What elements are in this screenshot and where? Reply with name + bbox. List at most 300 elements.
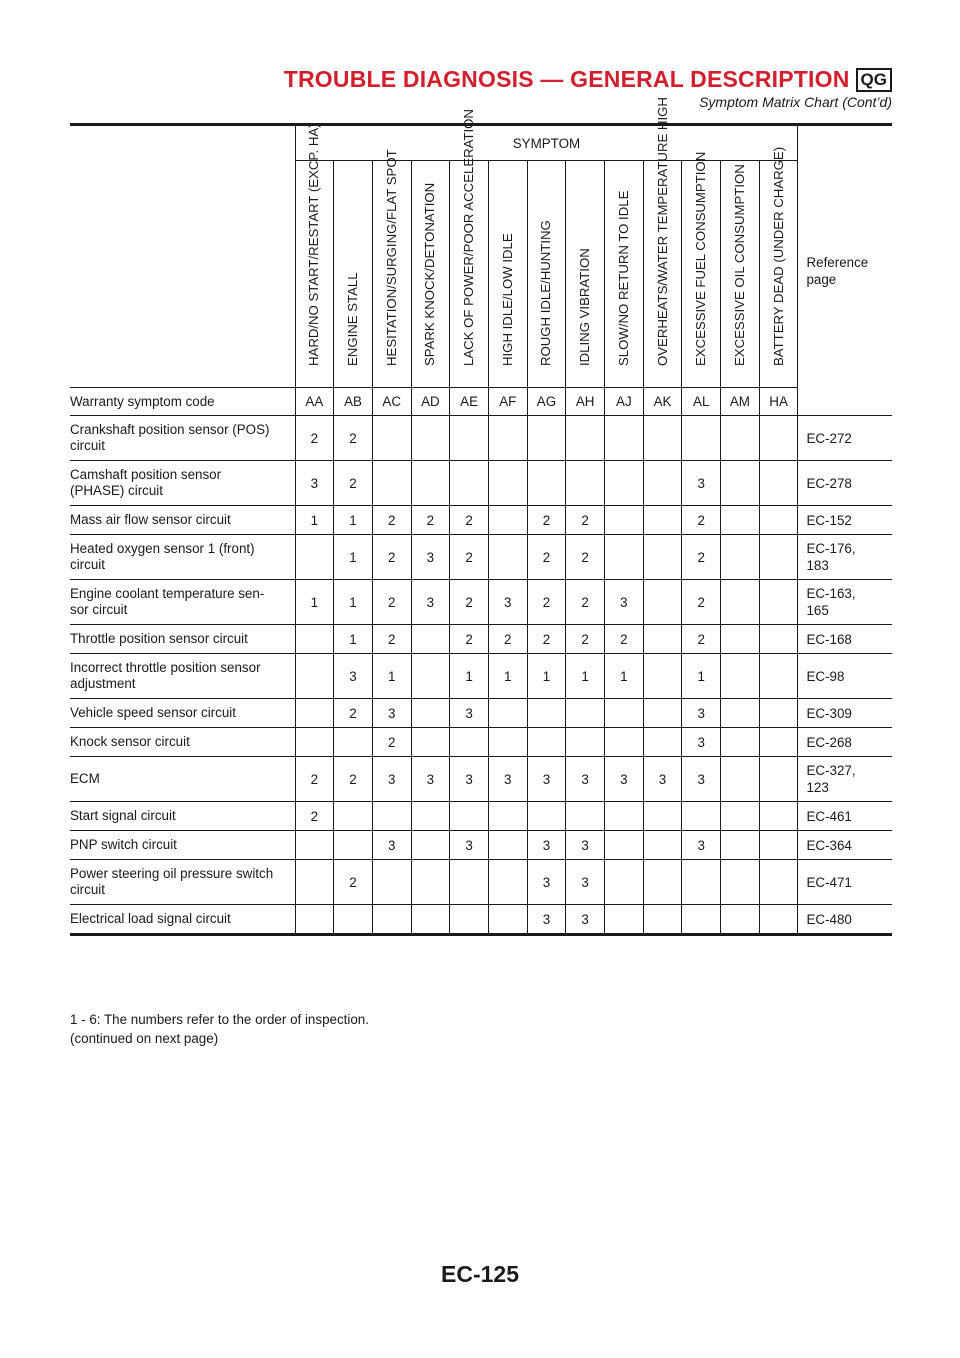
inspection-order-cell: 2 — [295, 416, 334, 461]
inspection-order-cell — [372, 802, 411, 831]
component-label-line: Start signal circuit — [70, 808, 176, 823]
inspection-order-cell — [295, 535, 334, 580]
inspection-order-cell — [721, 535, 760, 580]
inspection-order-cell — [682, 860, 721, 905]
component-label-line: Power steering oil pressure switch — [70, 866, 274, 881]
reference-page-line: EC-168 — [806, 631, 852, 647]
inspection-order-cell — [605, 728, 644, 757]
inspection-order-cell — [759, 905, 798, 935]
inspection-order-cell: 2 — [566, 535, 605, 580]
warranty-code: AB — [334, 388, 373, 416]
inspection-order-cell: 2 — [450, 580, 489, 625]
reference-page-line: EC-309 — [806, 705, 852, 721]
inspection-order-cell: 3 — [682, 757, 721, 802]
reference-page-line: 165 — [806, 603, 829, 618]
inspection-order-cell: 2 — [334, 416, 373, 461]
inspection-order-cell: 3 — [682, 831, 721, 860]
continued-note: (continued on next page) — [70, 1031, 219, 1046]
symptom-column-header — [605, 161, 644, 388]
inspection-order-cell: 3 — [372, 831, 411, 860]
reference-page-line: EC-278 — [806, 475, 852, 491]
inspection-order-cell: 3 — [566, 757, 605, 802]
reference-page-line: EC-152 — [806, 512, 852, 528]
inspection-order-cell: 2 — [682, 535, 721, 580]
inspection-order-cell: 2 — [527, 535, 566, 580]
table-row — [70, 860, 892, 905]
inspection-order-cell: 3 — [450, 699, 489, 728]
inspection-order-cell: 3 — [566, 860, 605, 905]
symptom-name: OVERHEATS/WATER TEMPERATURE HIGH — [654, 97, 670, 366]
inspection-order-cell — [295, 699, 334, 728]
component-label — [70, 580, 295, 625]
component-label-line: circuit — [70, 438, 105, 453]
table-row — [70, 580, 892, 625]
symptom-column-header — [295, 123, 334, 388]
inspection-order-cell — [682, 905, 721, 935]
component-label — [70, 699, 295, 728]
inspection-order-cell: 3 — [682, 461, 721, 506]
reference-page-line: EC-480 — [806, 911, 852, 927]
page-header — [70, 66, 892, 110]
inspection-order-cell — [605, 802, 644, 831]
inspection-order-cell — [721, 757, 760, 802]
inspection-order-cell: 3 — [605, 580, 644, 625]
inspection-order-cell: 3 — [411, 535, 450, 580]
reference-page-line: 183 — [806, 558, 829, 573]
inspection-order-cell — [643, 506, 682, 535]
inspection-order-cell: 3 — [527, 831, 566, 860]
component-label-line: (PHASE) circuit — [70, 483, 164, 498]
component-label — [70, 905, 295, 935]
inspection-order-cell: 1 — [488, 654, 527, 699]
table-row — [70, 535, 892, 580]
inspection-order-cell — [411, 654, 450, 699]
symptom-name: ROUGH IDLE/HUNTING — [538, 220, 554, 366]
inspection-order-cell: 2 — [334, 699, 373, 728]
inspection-order-cell — [411, 416, 450, 461]
table-row — [70, 831, 892, 860]
reference-page-cell — [798, 535, 892, 580]
reference-page-cell — [798, 860, 892, 905]
inspection-order-cell: 2 — [566, 506, 605, 535]
component-label-line: Mass air flow sensor circuit — [70, 512, 231, 527]
inspection-order-cell: 3 — [527, 860, 566, 905]
inspection-order-cell — [759, 654, 798, 699]
inspection-order-cell: 2 — [372, 728, 411, 757]
inspection-order-cell — [334, 728, 373, 757]
inspection-order-cell: 2 — [682, 506, 721, 535]
inspection-order-cell — [721, 699, 760, 728]
inspection-order-cell: 2 — [372, 625, 411, 654]
inspection-order-cell: 3 — [334, 654, 373, 699]
inspection-order-cell: 2 — [605, 625, 644, 654]
warranty-code: AD — [411, 388, 450, 416]
inspection-order-cell: 3 — [372, 757, 411, 802]
inspection-order-cell: 2 — [450, 506, 489, 535]
symptom-column-header — [566, 161, 605, 388]
inspection-order-cell — [411, 860, 450, 905]
symptom-column-header — [450, 109, 489, 388]
inspection-order-cell: 1 — [334, 625, 373, 654]
inspection-order-cell: 2 — [372, 506, 411, 535]
reference-page-line: EC-176, — [806, 541, 856, 556]
inspection-order-cell — [372, 860, 411, 905]
inspection-order-cell — [372, 905, 411, 935]
component-label-line: ECM — [70, 771, 100, 786]
inspection-order-cell: 2 — [372, 535, 411, 580]
reference-page-line: EC-272 — [806, 430, 852, 446]
inspection-order-cell: 1 — [295, 580, 334, 625]
page-subtitle: Symptom Matrix Chart (Cont’d) — [699, 94, 892, 110]
inspection-order-cell — [566, 416, 605, 461]
page-number: EC-125 — [441, 1261, 519, 1287]
inspection-order-cell — [295, 654, 334, 699]
component-label — [70, 860, 295, 905]
inspection-order-cell — [759, 757, 798, 802]
reference-page-cell — [798, 831, 892, 860]
component-label-line: sor circuit — [70, 602, 128, 617]
inspection-order-cell — [605, 416, 644, 461]
inspection-order-cell — [450, 860, 489, 905]
inspection-order-cell — [605, 461, 644, 506]
inspection-order-cell — [643, 654, 682, 699]
inspection-order-cell — [488, 506, 527, 535]
inspection-order-cell: 2 — [372, 580, 411, 625]
component-label-line: Crankshaft position sensor (POS) — [70, 422, 270, 437]
component-label-line: Electrical load signal circuit — [70, 911, 231, 926]
inspection-order-cell: 1 — [682, 654, 721, 699]
reference-page-line: EC-364 — [806, 837, 852, 853]
inspection-order-cell — [488, 802, 527, 831]
warranty-code-label: Warranty symptom code — [70, 388, 295, 416]
inspection-order-cell: 3 — [566, 905, 605, 935]
inspection-order-cell — [759, 728, 798, 757]
warranty-code: AL — [682, 388, 721, 416]
inspection-order-cell — [759, 506, 798, 535]
inspection-order-cell — [488, 905, 527, 935]
symptom-name: SLOW/NO RETURN TO IDLE — [615, 190, 631, 366]
section-badge: QG — [856, 68, 892, 92]
reference-page-line: EC-471 — [806, 874, 852, 890]
inspection-order-cell — [643, 860, 682, 905]
inspection-order-cell — [759, 699, 798, 728]
inspection-order-cell — [295, 905, 334, 935]
inspection-order-cell — [488, 699, 527, 728]
component-label — [70, 802, 295, 831]
symptom-name: HARD/NO START/RESTART (EXCP. HA) — [306, 123, 322, 366]
inspection-order-cell — [682, 416, 721, 461]
component-label-line: Knock sensor circuit — [70, 734, 190, 749]
inspection-order-cell — [411, 905, 450, 935]
inspection-order-cell — [643, 802, 682, 831]
warranty-code: AJ — [605, 388, 644, 416]
inspection-order-cell — [450, 416, 489, 461]
inspection-order-cell: 3 — [527, 905, 566, 935]
inspection-order-cell — [411, 728, 450, 757]
reference-page-cell — [798, 461, 892, 506]
symptom-name: EXCESSIVE FUEL CONSUMPTION — [693, 151, 709, 366]
inspection-order-cell: 1 — [527, 654, 566, 699]
component-label-line: Heated oxygen sensor 1 (front) — [70, 541, 255, 556]
inspection-order-cell — [605, 506, 644, 535]
symptom-name: IDLING VIBRATION — [577, 248, 593, 366]
inspection-order-cell: 2 — [566, 580, 605, 625]
inspection-order-cell: 1 — [605, 654, 644, 699]
inspection-order-cell: 1 — [334, 535, 373, 580]
table-row — [70, 802, 892, 831]
reference-page-cell — [798, 699, 892, 728]
inspection-order-cell: 2 — [527, 506, 566, 535]
inspection-order-cell: 3 — [295, 461, 334, 506]
inspection-order-cell — [527, 728, 566, 757]
inspection-order-cell: 3 — [411, 757, 450, 802]
inspection-order-cell — [566, 461, 605, 506]
inspection-order-cell — [721, 580, 760, 625]
component-label-line: Camshaft position sensor — [70, 467, 222, 482]
warranty-code: AH — [566, 388, 605, 416]
inspection-order-cell — [643, 831, 682, 860]
inspection-order-cell: 2 — [334, 757, 373, 802]
inspection-order-cell — [605, 831, 644, 860]
inspection-order-cell: 2 — [527, 625, 566, 654]
reference-page-cell — [798, 625, 892, 654]
inspection-order-cell — [411, 831, 450, 860]
table-row — [70, 625, 892, 654]
inspection-order-cell — [450, 905, 489, 935]
warranty-code: AE — [450, 388, 489, 416]
inspection-order-cell — [411, 461, 450, 506]
inspection-order-cell: 3 — [566, 831, 605, 860]
inspection-order-cell: 3 — [682, 728, 721, 757]
inspection-order-cell — [643, 535, 682, 580]
component-label-line: adjustment — [70, 676, 136, 691]
reference-page-cell — [798, 416, 892, 461]
corner-cell — [70, 125, 295, 388]
inspection-order-cell: 3 — [643, 757, 682, 802]
inspection-order-cell: 2 — [682, 625, 721, 654]
symptom-column-header — [334, 161, 373, 388]
inspection-order-cell — [566, 699, 605, 728]
inspection-order-cell — [721, 831, 760, 860]
inspection-order-cell — [488, 860, 527, 905]
inspection-order-cell — [450, 728, 489, 757]
reference-page-cell — [798, 580, 892, 625]
symptom-header: SYMPTOM — [295, 125, 798, 161]
symptom-name: BATTERY DEAD (UNDER CHARGE) — [770, 146, 786, 366]
inspection-order-cell: 2 — [566, 625, 605, 654]
inspection-order-cell — [334, 905, 373, 935]
reference-page-line: EC-327, — [806, 763, 856, 778]
inspection-order-cell — [527, 699, 566, 728]
inspection-order-cell — [605, 535, 644, 580]
symptom-column-header — [682, 151, 721, 388]
reference-page-line: EC-163, — [806, 586, 856, 601]
inspection-order-cell — [759, 802, 798, 831]
reference-page-line: EC-268 — [806, 734, 852, 750]
inspection-order-cell — [295, 625, 334, 654]
inspection-order-cell — [682, 802, 721, 831]
inspection-order-cell — [643, 905, 682, 935]
inspection-order-cell: 2 — [450, 535, 489, 580]
inspection-order-cell: 2 — [682, 580, 721, 625]
component-label — [70, 728, 295, 757]
inspection-order-cell: 3 — [527, 757, 566, 802]
component-label — [70, 625, 295, 654]
symptom-name: EXCESSIVE OIL CONSUMPTION — [731, 164, 747, 366]
inspection-order-cell: 2 — [295, 757, 334, 802]
inspection-order-cell: 2 — [450, 625, 489, 654]
inspection-order-cell — [643, 699, 682, 728]
inspection-order-cell — [721, 905, 760, 935]
inspection-order-cell — [488, 416, 527, 461]
inspection-order-cell: 3 — [450, 831, 489, 860]
warranty-code: AM — [721, 388, 760, 416]
reference-page-line: EC-98 — [806, 668, 845, 684]
component-label — [70, 506, 295, 535]
inspection-order-cell: 1 — [334, 580, 373, 625]
table-row — [70, 728, 892, 757]
inspection-order-cell: 1 — [566, 654, 605, 699]
table-row — [70, 905, 892, 935]
symptom-name: LACK OF POWER/POOR ACCELERATION — [461, 109, 477, 366]
inspection-order-cell — [605, 905, 644, 935]
reference-page-cell — [798, 654, 892, 699]
reference-page-cell — [798, 757, 892, 802]
component-label-line: Throttle position sensor circuit — [70, 631, 248, 646]
warranty-code: AA — [295, 388, 334, 416]
table-row — [70, 699, 892, 728]
reference-page-line: EC-461 — [806, 808, 852, 824]
component-label — [70, 535, 295, 580]
component-label — [70, 757, 295, 802]
inspection-order-cell — [721, 506, 760, 535]
inspection-order-cell: 3 — [605, 757, 644, 802]
inspection-order-cell — [372, 416, 411, 461]
inspection-order-cell — [450, 461, 489, 506]
reference-page-cell — [798, 802, 892, 831]
inspection-order-cell — [411, 625, 450, 654]
warranty-code: AF — [488, 388, 527, 416]
inspection-order-cell: 3 — [450, 757, 489, 802]
inspection-order-cell — [721, 416, 760, 461]
inspection-order-cell — [759, 860, 798, 905]
inspection-order-cell: 3 — [682, 699, 721, 728]
inspection-order-cell — [605, 699, 644, 728]
symptom-column-header — [372, 149, 411, 388]
inspection-order-cell — [566, 802, 605, 831]
inspection-order-cell — [527, 416, 566, 461]
symptom-column-header — [527, 161, 566, 388]
warranty-code: AC — [372, 388, 411, 416]
inspection-order-cell — [721, 625, 760, 654]
inspection-order-cell — [721, 654, 760, 699]
symptom-column-header — [721, 161, 760, 388]
inspection-order-cell — [334, 831, 373, 860]
symptom-name: HESITATION/SURGING/FLAT SPOT — [383, 149, 399, 366]
inspection-order-cell: 3 — [488, 580, 527, 625]
symptom-column-header — [759, 146, 798, 388]
symptom-name: ENGINE STALL — [345, 272, 361, 366]
inspection-order-cell — [759, 580, 798, 625]
component-label-line: circuit — [70, 557, 105, 572]
table-row — [70, 416, 892, 461]
inspection-order-cell — [721, 461, 760, 506]
component-label-line: Vehicle speed sensor circuit — [70, 705, 236, 720]
inspection-order-cell — [759, 625, 798, 654]
inspection-order-cell — [488, 831, 527, 860]
inspection-order-cell: 2 — [411, 506, 450, 535]
component-label-line: Engine coolant temperature sen- — [70, 586, 265, 601]
inspection-order-cell — [295, 831, 334, 860]
inspection-order-cell — [411, 699, 450, 728]
inspection-order-cell — [527, 461, 566, 506]
inspection-order-cell — [527, 802, 566, 831]
inspection-order-cell — [372, 461, 411, 506]
reference-page-line: 123 — [806, 780, 829, 795]
inspection-order-cell — [450, 802, 489, 831]
inspection-order-cell: 3 — [488, 757, 527, 802]
inspection-order-cell: 1 — [450, 654, 489, 699]
reference-page-header: Reference page — [798, 125, 892, 416]
inspection-order-cell — [759, 461, 798, 506]
inspection-order-cell — [295, 728, 334, 757]
reference-page-cell — [798, 905, 892, 935]
inspection-order-cell: 1 — [295, 506, 334, 535]
inspection-order-cell — [643, 580, 682, 625]
component-label-line: circuit — [70, 882, 105, 897]
inspection-order-cell — [411, 802, 450, 831]
inspection-order-cell — [721, 860, 760, 905]
symptom-column-header — [411, 161, 450, 388]
inspection-order-cell — [488, 461, 527, 506]
inspection-order-cell — [488, 728, 527, 757]
symptom-name: SPARK KNOCK/DETONATION — [422, 182, 438, 366]
page-title: TROUBLE DIAGNOSIS — GENERAL DESCRIPTION — [283, 66, 850, 92]
component-label — [70, 831, 295, 860]
component-label — [70, 416, 295, 461]
inspection-order-cell: 2 — [488, 625, 527, 654]
inspection-order-cell — [759, 416, 798, 461]
inspection-order-cell: 2 — [334, 860, 373, 905]
inspection-order-cell — [295, 860, 334, 905]
inspection-order-cell: 3 — [411, 580, 450, 625]
inspection-order-cell — [566, 728, 605, 757]
table-row — [70, 757, 892, 802]
inspection-order-cell: 1 — [372, 654, 411, 699]
warranty-code: HA — [759, 388, 798, 416]
inspection-order-cell — [488, 535, 527, 580]
inspection-order-cell: 1 — [334, 506, 373, 535]
inspection-order-note: 1 - 6: The numbers refer to the order of inspection. — [70, 1012, 369, 1027]
inspection-order-cell — [721, 728, 760, 757]
inspection-order-cell: 2 — [334, 461, 373, 506]
component-label — [70, 654, 295, 699]
warranty-code: AG — [527, 388, 566, 416]
inspection-order-cell — [605, 860, 644, 905]
table-row — [70, 506, 892, 535]
inspection-order-cell: 3 — [372, 699, 411, 728]
inspection-order-cell — [759, 831, 798, 860]
component-label-line: PNP switch circuit — [70, 837, 177, 852]
inspection-order-cell — [643, 461, 682, 506]
component-label-line: Incorrect throttle position sensor — [70, 660, 261, 675]
inspection-order-cell — [759, 535, 798, 580]
inspection-order-cell — [643, 416, 682, 461]
inspection-order-cell: 2 — [295, 802, 334, 831]
reference-page-cell — [798, 728, 892, 757]
inspection-order-cell — [334, 802, 373, 831]
table-row — [70, 461, 892, 506]
